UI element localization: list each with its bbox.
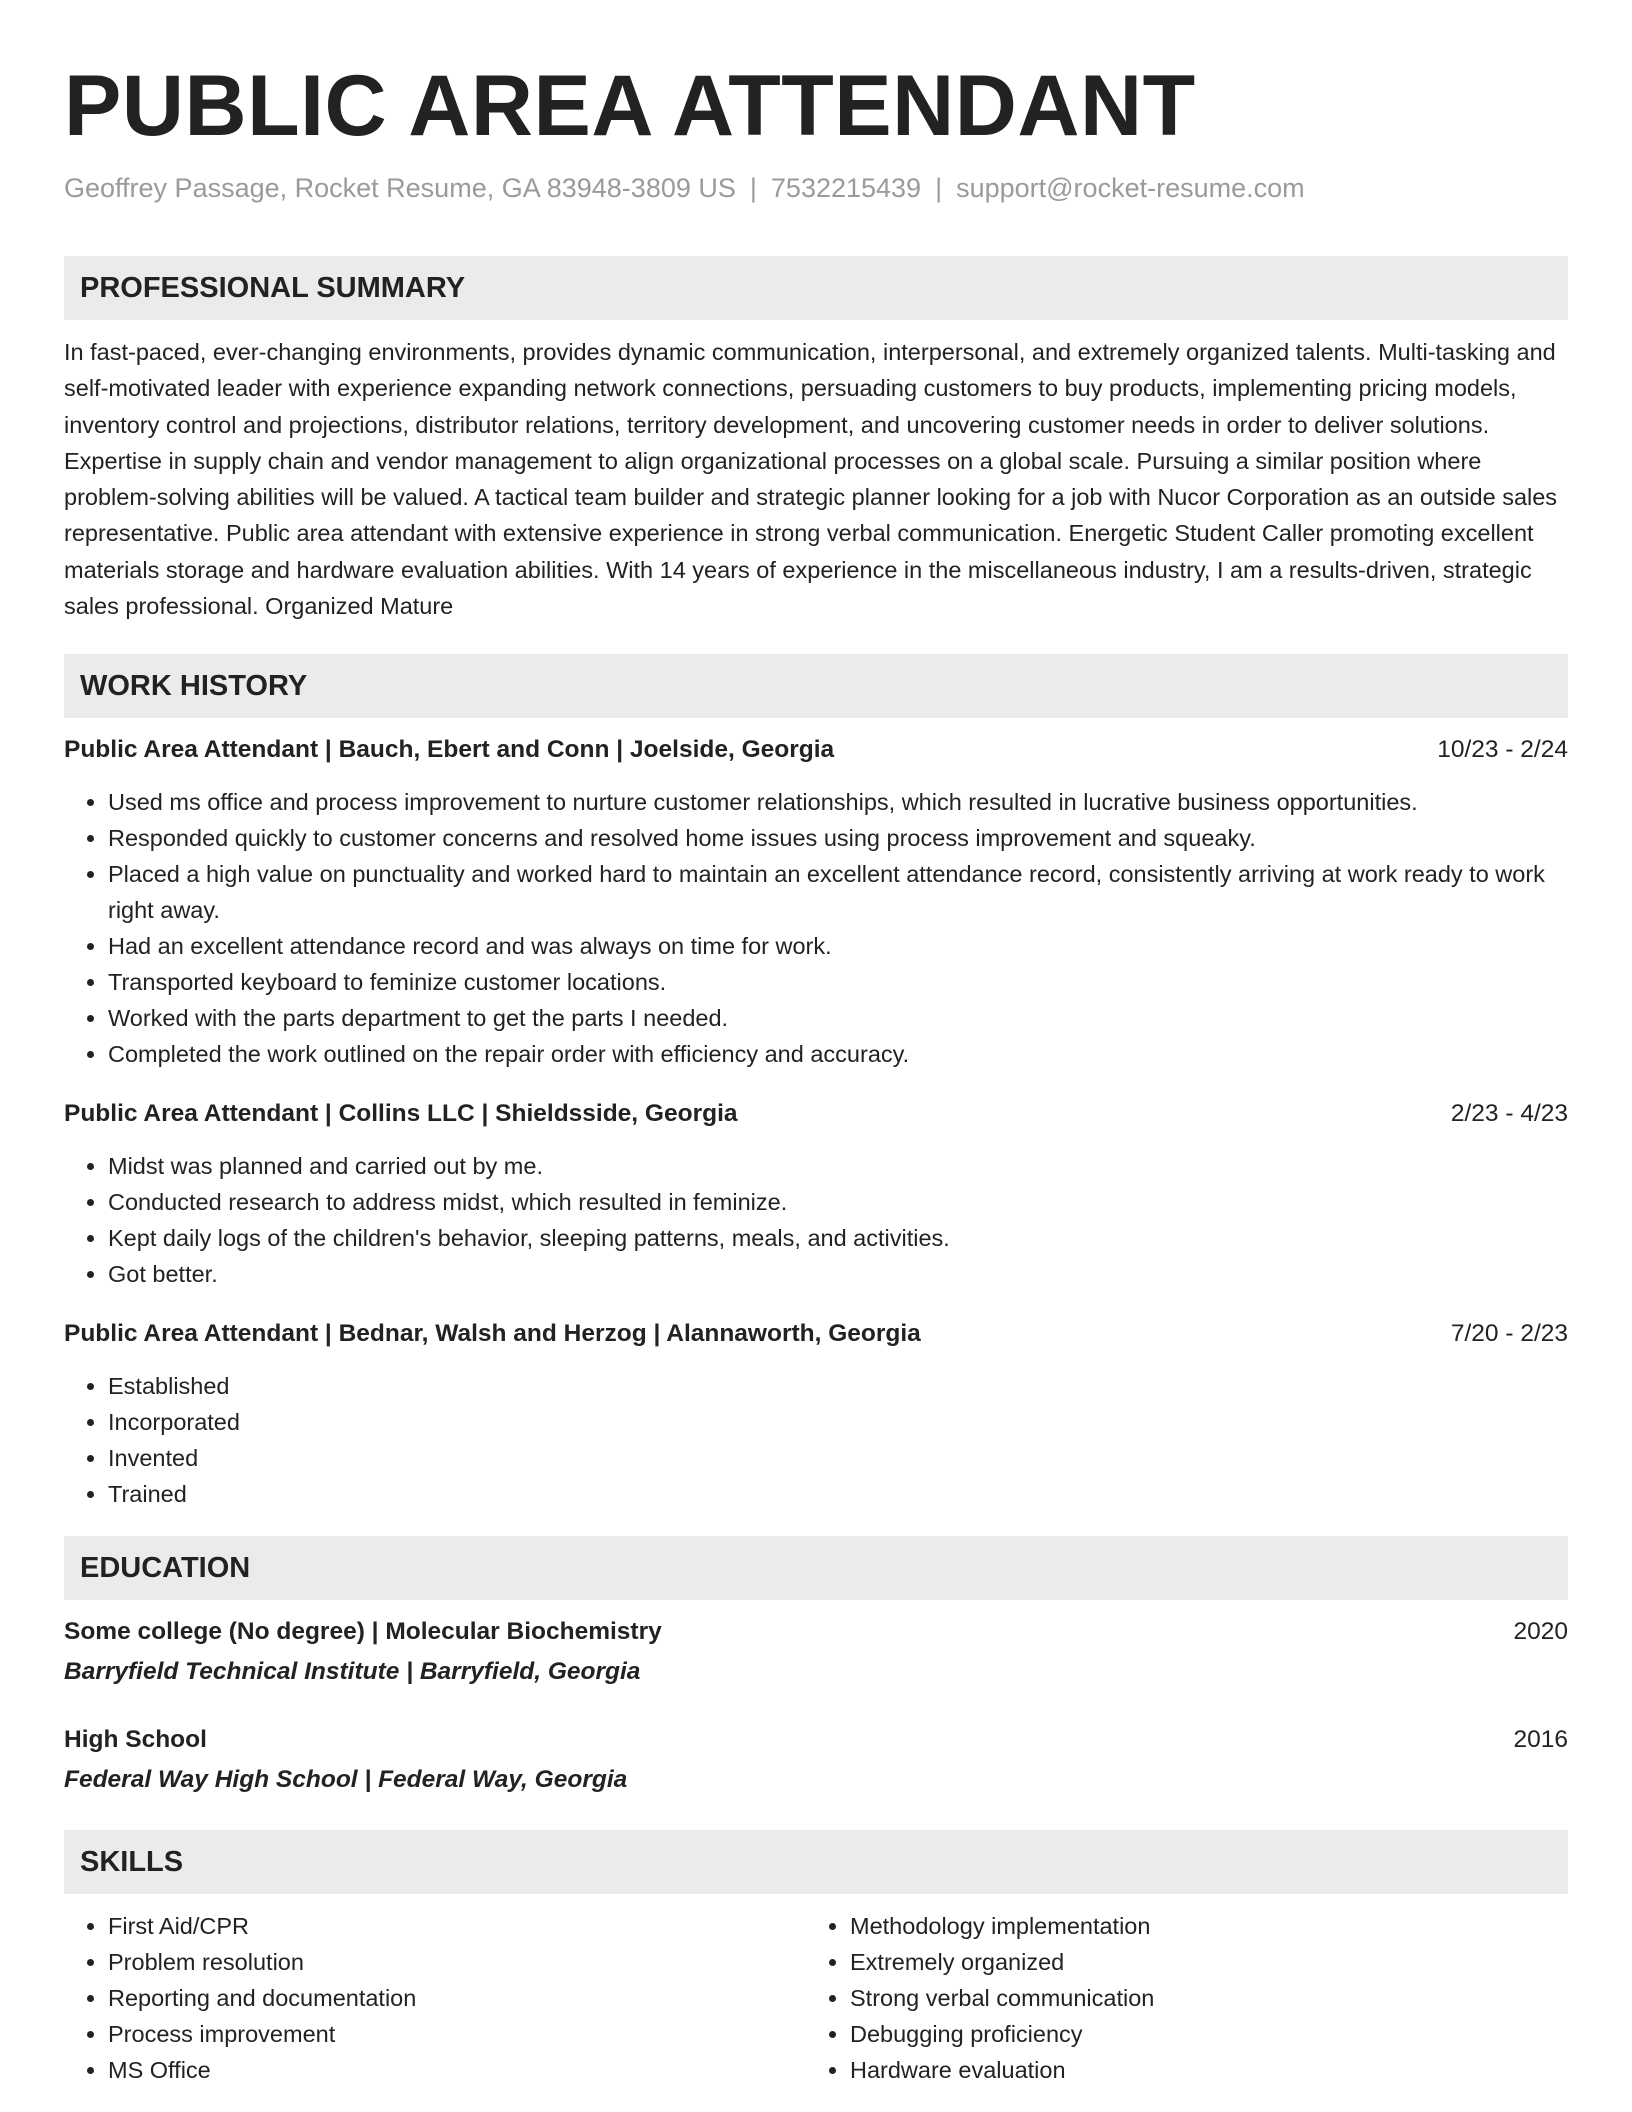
skill-item: • Process improvement (108, 2016, 806, 2052)
resume-title: PUBLIC AREA ATTENDANT (64, 58, 1196, 154)
contact-line (64, 170, 1568, 206)
skill-item: • Extremely organized (850, 1944, 1548, 1980)
skill-item: • Reporting and documentation (108, 1980, 806, 2016)
skill-item: • First Aid/CPR (108, 1908, 806, 1944)
section-header-work-history: WORK HISTORY (64, 654, 1568, 718)
job-bullet: • Placed a high value on punctuality and worked hard to maintain an excellent attendance record, consistently arriving at work ready to work right away. (108, 856, 1568, 928)
skill-item: • Strong verbal communication (850, 1980, 1548, 2016)
skills-column-left (64, 1908, 806, 2088)
skills-grid (64, 1908, 1568, 2088)
contact-email: support@rocket-resume.com (956, 173, 1305, 203)
job-dates: 7/20 - 2/23 (1450, 1320, 1568, 1348)
job-title: Public Area Attendant | Bauch, Ebert and Conn | Joelside, Georgia (64, 736, 835, 764)
job-bullet: • Transported keyboard to feminize customer locations. (108, 964, 1568, 1000)
skills-column-right (806, 1908, 1548, 2088)
skill-item: • MS Office (108, 2052, 806, 2088)
education-entry (64, 1722, 1568, 1798)
summary-text: In fast-paced, ever-changing environments, provides dynamic communication, interpersonal, and extremely organized talents. Multi-tasking and self-motivated leader with experience expanding network connections, persuading customers to buy products, implementing pricing models, inventory control and projections, distributor relations, territory development, and uncovering customer needs in order to deliver solutions. Expertise in supply chain and vendor management to align organizational processes on a global scale. Pursuing a similar position where problem-solving abilities will be valued. A tactical team builder and strategic planner looking for a job with Nucor Corporation as an outside sales representative. Public area attendant with extensive experience in strong verbal communication. Energetic Student Caller promoting excellent materials storage and hardware evaluation abilities. With 14 years of experience in the miscellaneous industry, I am a results-driven, strategic sales professional. Organized Mature (64, 339, 1558, 620)
job-bullet: • Trained (108, 1476, 1568, 1512)
job-bullet: • Worked with the parts department to get the parts I needed. (108, 1000, 1568, 1036)
job-bullet: • Established (108, 1368, 1568, 1404)
job-bullets (64, 1148, 1568, 1292)
section-header-skills: SKILLS (64, 1830, 1568, 1894)
education-school: Federal Way High School | Federal Way, Georgia (64, 1766, 628, 1794)
job-bullet: • Invented (108, 1440, 1568, 1476)
job-bullet: • Incorporated (108, 1404, 1568, 1440)
job-bullet: • Had an excellent attendance record and was always on time for work. (108, 928, 1568, 964)
job-title: Public Area Attendant | Bednar, Walsh and Herzog | Alannaworth, Georgia (64, 1320, 921, 1348)
job-bullet: • Used ms office and process improvement to nurture customer relationships, which resulted in lucrative business opportunities. (108, 784, 1568, 820)
skill-item: • Problem resolution (108, 1944, 806, 1980)
contact-separator: | (749, 173, 757, 203)
job-bullet: • Got better. (108, 1256, 1568, 1292)
education-school: Barryfield Technical Institute | Barryfield, Georgia (64, 1658, 641, 1686)
job-bullet: • Midst was planned and carried out by me. (108, 1148, 1568, 1184)
job-bullets (64, 1368, 1568, 1512)
contact-phone: 7532215439 (770, 173, 922, 203)
job-bullets (64, 784, 1568, 1072)
education-degree: Some college (No degree) | Molecular Biochemistry (64, 1618, 662, 1646)
contact-separator: | (935, 173, 943, 203)
skill-item: • Debugging proficiency (850, 2016, 1548, 2052)
education-year: 2020 (1513, 1618, 1568, 1646)
job-entry (64, 1096, 1568, 1292)
job-bullet: • Responded quickly to customer concerns and resolved home issues using process improvement and squeaky. (108, 820, 1568, 856)
job-dates: 10/23 - 2/24 (1437, 736, 1568, 764)
education-entry (64, 1614, 1568, 1690)
skill-item: • Methodology implementation (850, 1908, 1548, 1944)
job-bullet: • Kept daily logs of the children's behavior, sleeping patterns, meals, and activities. (108, 1220, 1568, 1256)
job-dates: 2/23 - 4/23 (1450, 1100, 1568, 1128)
job-title: Public Area Attendant | Collins LLC | Shieldsside, Georgia (64, 1100, 738, 1128)
job-entry (64, 732, 1568, 1072)
education-year: 2016 (1513, 1726, 1568, 1754)
section-header-education: EDUCATION (64, 1536, 1568, 1600)
job-entry (64, 1316, 1568, 1512)
job-bullet: • Completed the work outlined on the repair order with efficiency and accuracy. (108, 1036, 1568, 1072)
job-bullet: • Conducted research to address midst, which resulted in feminize. (108, 1184, 1568, 1220)
contact-address: Geoffrey Passage, Rocket Resume, GA 83948-3809 US (64, 173, 736, 203)
skill-item: • Hardware evaluation (850, 2052, 1548, 2088)
education-degree: High School (64, 1726, 207, 1754)
section-header-summary: PROFESSIONAL SUMMARY (64, 256, 1568, 320)
